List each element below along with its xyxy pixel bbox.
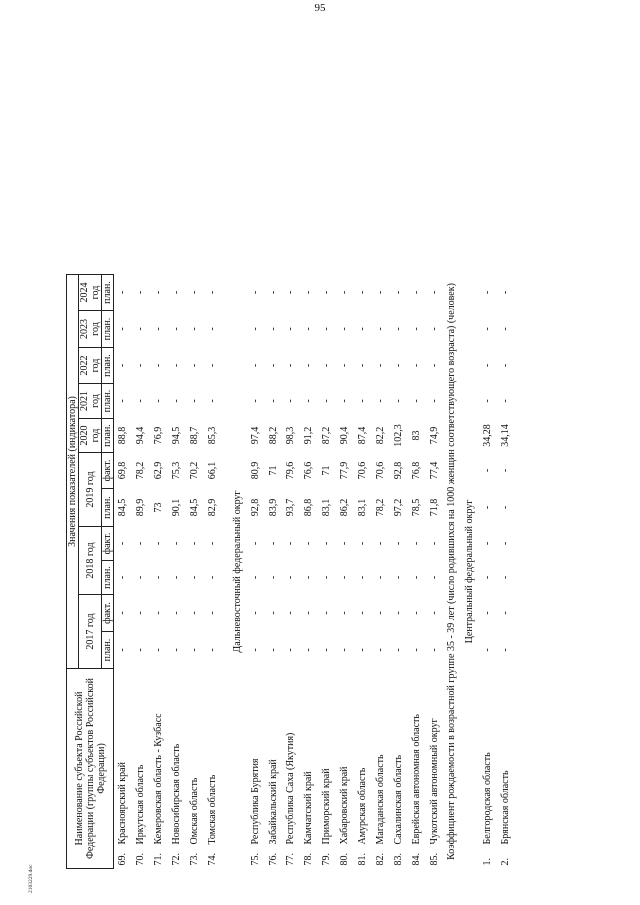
- year-header: 2023 год: [79, 311, 102, 348]
- value-cell: -: [482, 327, 494, 331]
- value-cell: -: [357, 541, 369, 546]
- region-name: Амурская область: [357, 767, 369, 845]
- value-cell: -: [374, 290, 386, 295]
- value-cell: -: [482, 505, 494, 510]
- value-cell: -: [500, 541, 512, 546]
- name-column-header: Наименование субъекта Российской Федерации (группы субъектов Российской Федерации): [67, 669, 114, 869]
- value-cell: -: [206, 611, 218, 615]
- value-cell: 71: [267, 465, 279, 476]
- row-number: 1.: [482, 858, 494, 866]
- value-cell: -: [410, 327, 422, 331]
- value-cell: 102,3: [392, 424, 404, 447]
- region-name: Республика Саха (Якутия): [285, 732, 297, 845]
- value-cell: -: [117, 611, 129, 615]
- value-cell: -: [285, 575, 297, 580]
- value-cell: -: [500, 399, 512, 403]
- value-cell: -: [357, 648, 369, 652]
- value-cell: -: [500, 468, 512, 473]
- fact-subheader: факт.: [102, 453, 114, 489]
- value-cell: 77,9: [339, 461, 351, 480]
- value-cell: -: [267, 648, 279, 652]
- value-cell: -: [500, 611, 512, 615]
- value-cell: -: [267, 611, 279, 615]
- value-cell: -: [153, 399, 165, 403]
- value-cell: -: [206, 575, 218, 580]
- region-name: Еврейская автономная область: [410, 714, 422, 845]
- table-row: [354, 275, 372, 869]
- value-cell: 84,5: [117, 498, 129, 517]
- value-cell: 34,28: [482, 424, 494, 447]
- table-row: [479, 275, 497, 869]
- value-cell: -: [171, 327, 183, 331]
- value-cell: -: [500, 290, 512, 295]
- value-cell: -: [135, 399, 147, 403]
- region-name: Магаданская область: [374, 754, 386, 845]
- row-number: 71.: [153, 853, 165, 866]
- value-cell: -: [117, 290, 129, 295]
- value-cell: -: [357, 363, 369, 368]
- region-name: Забайкальский край: [267, 759, 279, 845]
- year-header: 2021 год: [79, 384, 102, 419]
- section-far-eastern: Дальневосточный федеральный округ: [231, 490, 243, 653]
- table-row: [150, 275, 168, 869]
- indicators-table: [66, 274, 515, 869]
- region-name: Камчатский край: [303, 771, 315, 845]
- year-header: 2024 год: [79, 275, 102, 311]
- value-cell: -: [206, 648, 218, 652]
- value-cell: -: [482, 363, 494, 368]
- value-cell: -: [339, 363, 351, 368]
- value-cell: -: [285, 399, 297, 403]
- row-number: 77.: [285, 853, 297, 866]
- table-row: [264, 275, 282, 869]
- value-cell: -: [249, 290, 261, 295]
- value-cell: -: [339, 611, 351, 615]
- value-cell: -: [189, 648, 200, 652]
- value-cell: 86,8: [303, 498, 315, 517]
- value-cell: -: [339, 290, 351, 295]
- value-cell: -: [153, 327, 165, 331]
- table-row: [300, 275, 318, 869]
- value-cell: -: [249, 648, 261, 652]
- value-cell: -: [303, 290, 315, 295]
- value-cell: -: [410, 611, 422, 615]
- value-cell: -: [500, 648, 512, 652]
- value-cell: 83,1: [357, 498, 369, 517]
- value-cell: -: [171, 290, 183, 295]
- value-cell: -: [392, 575, 404, 580]
- value-cell: -: [249, 399, 261, 403]
- value-cell: -: [171, 575, 183, 580]
- value-cell: 70,2: [189, 461, 200, 480]
- plan-subheader: план.: [102, 275, 114, 311]
- table-row: [114, 275, 132, 869]
- values-header: Значения показателей (индикатора): [67, 275, 79, 669]
- table-row: [497, 275, 515, 869]
- value-cell: -: [357, 327, 369, 331]
- value-cell: -: [392, 363, 404, 368]
- row-number: 82.: [374, 853, 386, 866]
- row-number: 69.: [117, 853, 129, 866]
- value-cell: 88,8: [117, 426, 129, 445]
- value-cell: -: [189, 363, 200, 368]
- value-cell: -: [374, 541, 386, 546]
- value-cell: -: [117, 541, 129, 546]
- document-reference: 2103229.doc: [28, 864, 34, 893]
- value-cell: 73: [153, 502, 165, 513]
- value-cell: -: [410, 399, 422, 403]
- region-name: Иркутская область: [135, 764, 147, 845]
- table-row: [407, 275, 425, 869]
- year-header: 2018 год: [79, 527, 102, 595]
- value-cell: 97,2: [392, 498, 404, 517]
- value-cell: -: [392, 541, 404, 546]
- plan-subheader: план.: [102, 561, 114, 595]
- value-cell: -: [189, 399, 200, 403]
- value-cell: -: [285, 327, 297, 331]
- value-cell: 90,4: [339, 426, 351, 445]
- value-cell: -: [374, 363, 386, 368]
- value-cell: -: [267, 399, 279, 403]
- value-cell: 79,6: [285, 461, 297, 480]
- value-cell: 76,8: [410, 461, 422, 480]
- value-cell: -: [171, 399, 183, 403]
- plan-subheader: план.: [102, 489, 114, 527]
- value-cell: -: [206, 363, 218, 368]
- region-name: Омская область: [189, 777, 200, 845]
- value-cell: 87,4: [357, 426, 369, 445]
- value-cell: -: [171, 648, 183, 652]
- value-cell: 93,7: [285, 498, 297, 517]
- region-name: Приморский край: [321, 768, 333, 845]
- value-cell: -: [500, 575, 512, 580]
- plan-subheader: план.: [102, 384, 114, 419]
- value-cell: -: [392, 611, 404, 615]
- value-cell: 80,9: [249, 461, 261, 480]
- region-name: Новосибирская область: [171, 743, 183, 845]
- value-cell: 87,2: [321, 426, 333, 445]
- value-cell: -: [117, 648, 129, 652]
- value-cell: -: [392, 290, 404, 295]
- region-name: Белгородская область: [482, 752, 494, 845]
- value-cell: -: [410, 363, 422, 368]
- value-cell: -: [117, 363, 129, 368]
- value-cell: -: [482, 575, 494, 580]
- value-cell: 70,6: [374, 461, 386, 480]
- row-number: 75.: [249, 853, 261, 866]
- row-number: 73.: [189, 853, 200, 866]
- central-rows: [479, 275, 515, 869]
- value-cell: -: [357, 611, 369, 615]
- value-cell: -: [482, 611, 494, 615]
- value-cell: -: [357, 575, 369, 580]
- value-cell: -: [303, 363, 315, 368]
- value-cell: -: [428, 541, 440, 546]
- value-cell: 83,1: [321, 498, 333, 517]
- row-number: 74.: [206, 853, 218, 866]
- region-name: Брянская область: [500, 770, 512, 845]
- value-cell: -: [428, 327, 440, 331]
- plan-subheader: план.: [102, 632, 114, 669]
- value-cell: -: [303, 611, 315, 615]
- value-cell: 82,9: [206, 498, 218, 517]
- value-cell: -: [206, 541, 218, 546]
- value-cell: -: [392, 399, 404, 403]
- value-cell: -: [321, 541, 333, 546]
- value-cell: -: [135, 363, 147, 368]
- rotated-table-sheet: [66, 29, 606, 869]
- value-cell: 88,2: [267, 426, 279, 445]
- row-number: 70.: [135, 853, 147, 866]
- row-number: 76.: [267, 853, 279, 866]
- value-cell: -: [500, 505, 512, 510]
- value-cell: 69,8: [117, 461, 129, 480]
- page-number: 95: [314, 2, 326, 14]
- value-cell: -: [267, 290, 279, 295]
- value-cell: -: [303, 648, 315, 652]
- value-cell: 78,2: [374, 498, 386, 517]
- value-cell: -: [482, 290, 494, 295]
- value-cell: 71,8: [428, 498, 440, 517]
- value-cell: -: [267, 541, 279, 546]
- value-cell: -: [189, 611, 200, 615]
- plan-subheader: план.: [102, 311, 114, 348]
- value-cell: -: [374, 575, 386, 580]
- value-cell: -: [285, 363, 297, 368]
- value-cell: -: [410, 541, 422, 546]
- value-cell: -: [189, 541, 200, 546]
- siberian-rows: [114, 275, 222, 869]
- value-cell: -: [339, 399, 351, 403]
- plan-subheader: план.: [102, 348, 114, 384]
- value-cell: 91,2: [303, 426, 315, 445]
- value-cell: -: [206, 290, 218, 295]
- value-cell: 78,2: [135, 461, 147, 480]
- value-cell: -: [135, 648, 147, 652]
- value-cell: -: [249, 327, 261, 331]
- value-cell: -: [500, 363, 512, 368]
- value-cell: -: [249, 611, 261, 615]
- value-cell: -: [374, 611, 386, 615]
- value-cell: -: [410, 575, 422, 580]
- value-cell: -: [374, 399, 386, 403]
- value-cell: -: [500, 327, 512, 331]
- table-row: [132, 275, 150, 869]
- value-cell: -: [135, 541, 147, 546]
- region-name: Сахалинская область: [392, 754, 404, 845]
- value-cell: -: [321, 611, 333, 615]
- far-eastern-rows: [246, 275, 443, 869]
- value-cell: 92,8: [249, 498, 261, 517]
- row-number: 2.: [500, 858, 512, 866]
- value-cell: -: [249, 541, 261, 546]
- value-cell: 83,9: [267, 498, 279, 517]
- plan-subheader: план.: [102, 419, 114, 453]
- value-cell: -: [339, 541, 351, 546]
- value-cell: -: [267, 575, 279, 580]
- year-header: 2022 год: [79, 348, 102, 384]
- table-row: [336, 275, 354, 869]
- year-header: 2017 год: [79, 595, 102, 669]
- region-name: Кемеровская область - Кузбасс: [153, 713, 165, 845]
- value-cell: -: [392, 648, 404, 652]
- year-header: 2020 год: [79, 419, 102, 453]
- value-cell: -: [189, 327, 200, 331]
- value-cell: 94,5: [171, 426, 183, 445]
- value-cell: 97,4: [249, 426, 261, 445]
- value-cell: -: [249, 575, 261, 580]
- value-cell: -: [428, 648, 440, 652]
- value-cell: -: [135, 327, 147, 331]
- value-cell: -: [392, 327, 404, 331]
- value-cell: 83: [410, 430, 422, 441]
- value-cell: 76,9: [153, 426, 165, 445]
- value-cell: -: [117, 399, 129, 403]
- value-cell: 85,3: [206, 426, 218, 445]
- value-cell: -: [285, 541, 297, 546]
- row-number: 85.: [428, 853, 440, 866]
- value-cell: 77,4: [428, 461, 440, 480]
- value-cell: 62,9: [153, 461, 165, 480]
- table-row: [282, 275, 300, 869]
- row-number: 84.: [410, 853, 422, 866]
- value-cell: -: [153, 648, 165, 652]
- value-cell: 98,3: [285, 426, 297, 445]
- value-cell: -: [482, 541, 494, 546]
- value-cell: 74,9: [428, 426, 440, 445]
- value-cell: -: [153, 363, 165, 368]
- value-cell: -: [206, 327, 218, 331]
- value-cell: -: [357, 399, 369, 403]
- table-row: [371, 275, 389, 869]
- region-name: Чукотский автономный округ: [428, 718, 440, 845]
- value-cell: -: [482, 468, 494, 473]
- value-cell: -: [428, 399, 440, 403]
- value-cell: -: [267, 327, 279, 331]
- value-cell: -: [374, 327, 386, 331]
- table-row: [318, 275, 336, 869]
- value-cell: -: [303, 399, 315, 403]
- value-cell: -: [135, 575, 147, 580]
- value-cell: 76,6: [303, 461, 315, 480]
- value-cell: -: [321, 290, 333, 295]
- value-cell: -: [303, 327, 315, 331]
- value-cell: -: [410, 290, 422, 295]
- value-cell: -: [321, 399, 333, 403]
- section-central: Центральный федеральный округ: [464, 499, 476, 644]
- value-cell: 84,5: [189, 498, 200, 517]
- value-cell: -: [189, 575, 200, 580]
- value-cell: -: [428, 290, 440, 295]
- value-cell: -: [339, 575, 351, 580]
- indicator-title: Коэффициент рождаемости в возрастной группе 35 - 39 лет (число родившихся на 1000 женщин соответствующего возраста) (человек): [446, 283, 458, 860]
- value-cell: 86,2: [339, 498, 351, 517]
- value-cell: 82,2: [374, 426, 386, 445]
- value-cell: -: [285, 611, 297, 615]
- region-name: Томская область: [206, 774, 218, 845]
- value-cell: -: [339, 648, 351, 652]
- value-cell: 89,9: [135, 498, 147, 517]
- value-cell: -: [428, 575, 440, 580]
- value-cell: -: [285, 648, 297, 652]
- row-number: 72.: [171, 853, 183, 866]
- value-cell: -: [171, 363, 183, 368]
- value-cell: -: [482, 399, 494, 403]
- table-row: [203, 275, 221, 869]
- value-cell: -: [357, 290, 369, 295]
- value-cell: -: [321, 575, 333, 580]
- value-cell: -: [428, 611, 440, 615]
- value-cell: -: [249, 363, 261, 368]
- region-name: Республика Бурятия: [249, 758, 261, 845]
- table-row: [186, 275, 204, 869]
- value-cell: 75,3: [171, 461, 183, 480]
- region-name: Хабаровский край: [339, 766, 351, 845]
- value-cell: -: [117, 575, 129, 580]
- value-cell: -: [303, 575, 315, 580]
- row-number: 78.: [303, 853, 315, 866]
- value-cell: -: [153, 541, 165, 546]
- value-cell: -: [206, 399, 218, 403]
- table-header: [67, 275, 114, 869]
- value-cell: -: [153, 611, 165, 615]
- value-cell: -: [135, 611, 147, 615]
- table-row: [168, 275, 186, 869]
- row-number: 79.: [321, 853, 333, 866]
- table-row: [246, 275, 264, 869]
- value-cell: 71: [321, 465, 333, 476]
- value-cell: -: [321, 648, 333, 652]
- table-row: [389, 275, 407, 869]
- value-cell: -: [153, 290, 165, 295]
- row-number: 81.: [357, 853, 369, 866]
- value-cell: -: [303, 541, 315, 546]
- value-cell: -: [428, 363, 440, 368]
- value-cell: -: [321, 327, 333, 331]
- value-cell: -: [321, 363, 333, 368]
- value-cell: 92,8: [392, 461, 404, 480]
- value-cell: 90,1: [171, 498, 183, 517]
- value-cell: -: [189, 290, 200, 295]
- value-cell: -: [267, 363, 279, 368]
- value-cell: -: [410, 648, 422, 652]
- row-number: 83.: [392, 853, 404, 866]
- value-cell: -: [135, 290, 147, 295]
- fact-subheader: факт.: [102, 527, 114, 561]
- value-cell: 34,14: [500, 424, 512, 447]
- value-cell: -: [374, 648, 386, 652]
- table-row: [425, 275, 443, 869]
- value-cell: 88,7: [189, 426, 200, 445]
- value-cell: -: [171, 611, 183, 615]
- value-cell: 78,5: [410, 498, 422, 517]
- value-cell: -: [171, 541, 183, 546]
- value-cell: -: [339, 327, 351, 331]
- value-cell: 66,1: [206, 461, 218, 480]
- value-cell: 70,6: [357, 461, 369, 480]
- fact-subheader: факт.: [102, 595, 114, 632]
- row-number: 80.: [339, 853, 351, 866]
- region-name: Красноярский край: [117, 762, 129, 845]
- value-cell: 94,4: [135, 426, 147, 445]
- year-header: 2019 год: [79, 453, 102, 527]
- value-cell: -: [482, 648, 494, 652]
- value-cell: -: [285, 290, 297, 295]
- value-cell: -: [153, 575, 165, 580]
- value-cell: -: [117, 327, 129, 331]
